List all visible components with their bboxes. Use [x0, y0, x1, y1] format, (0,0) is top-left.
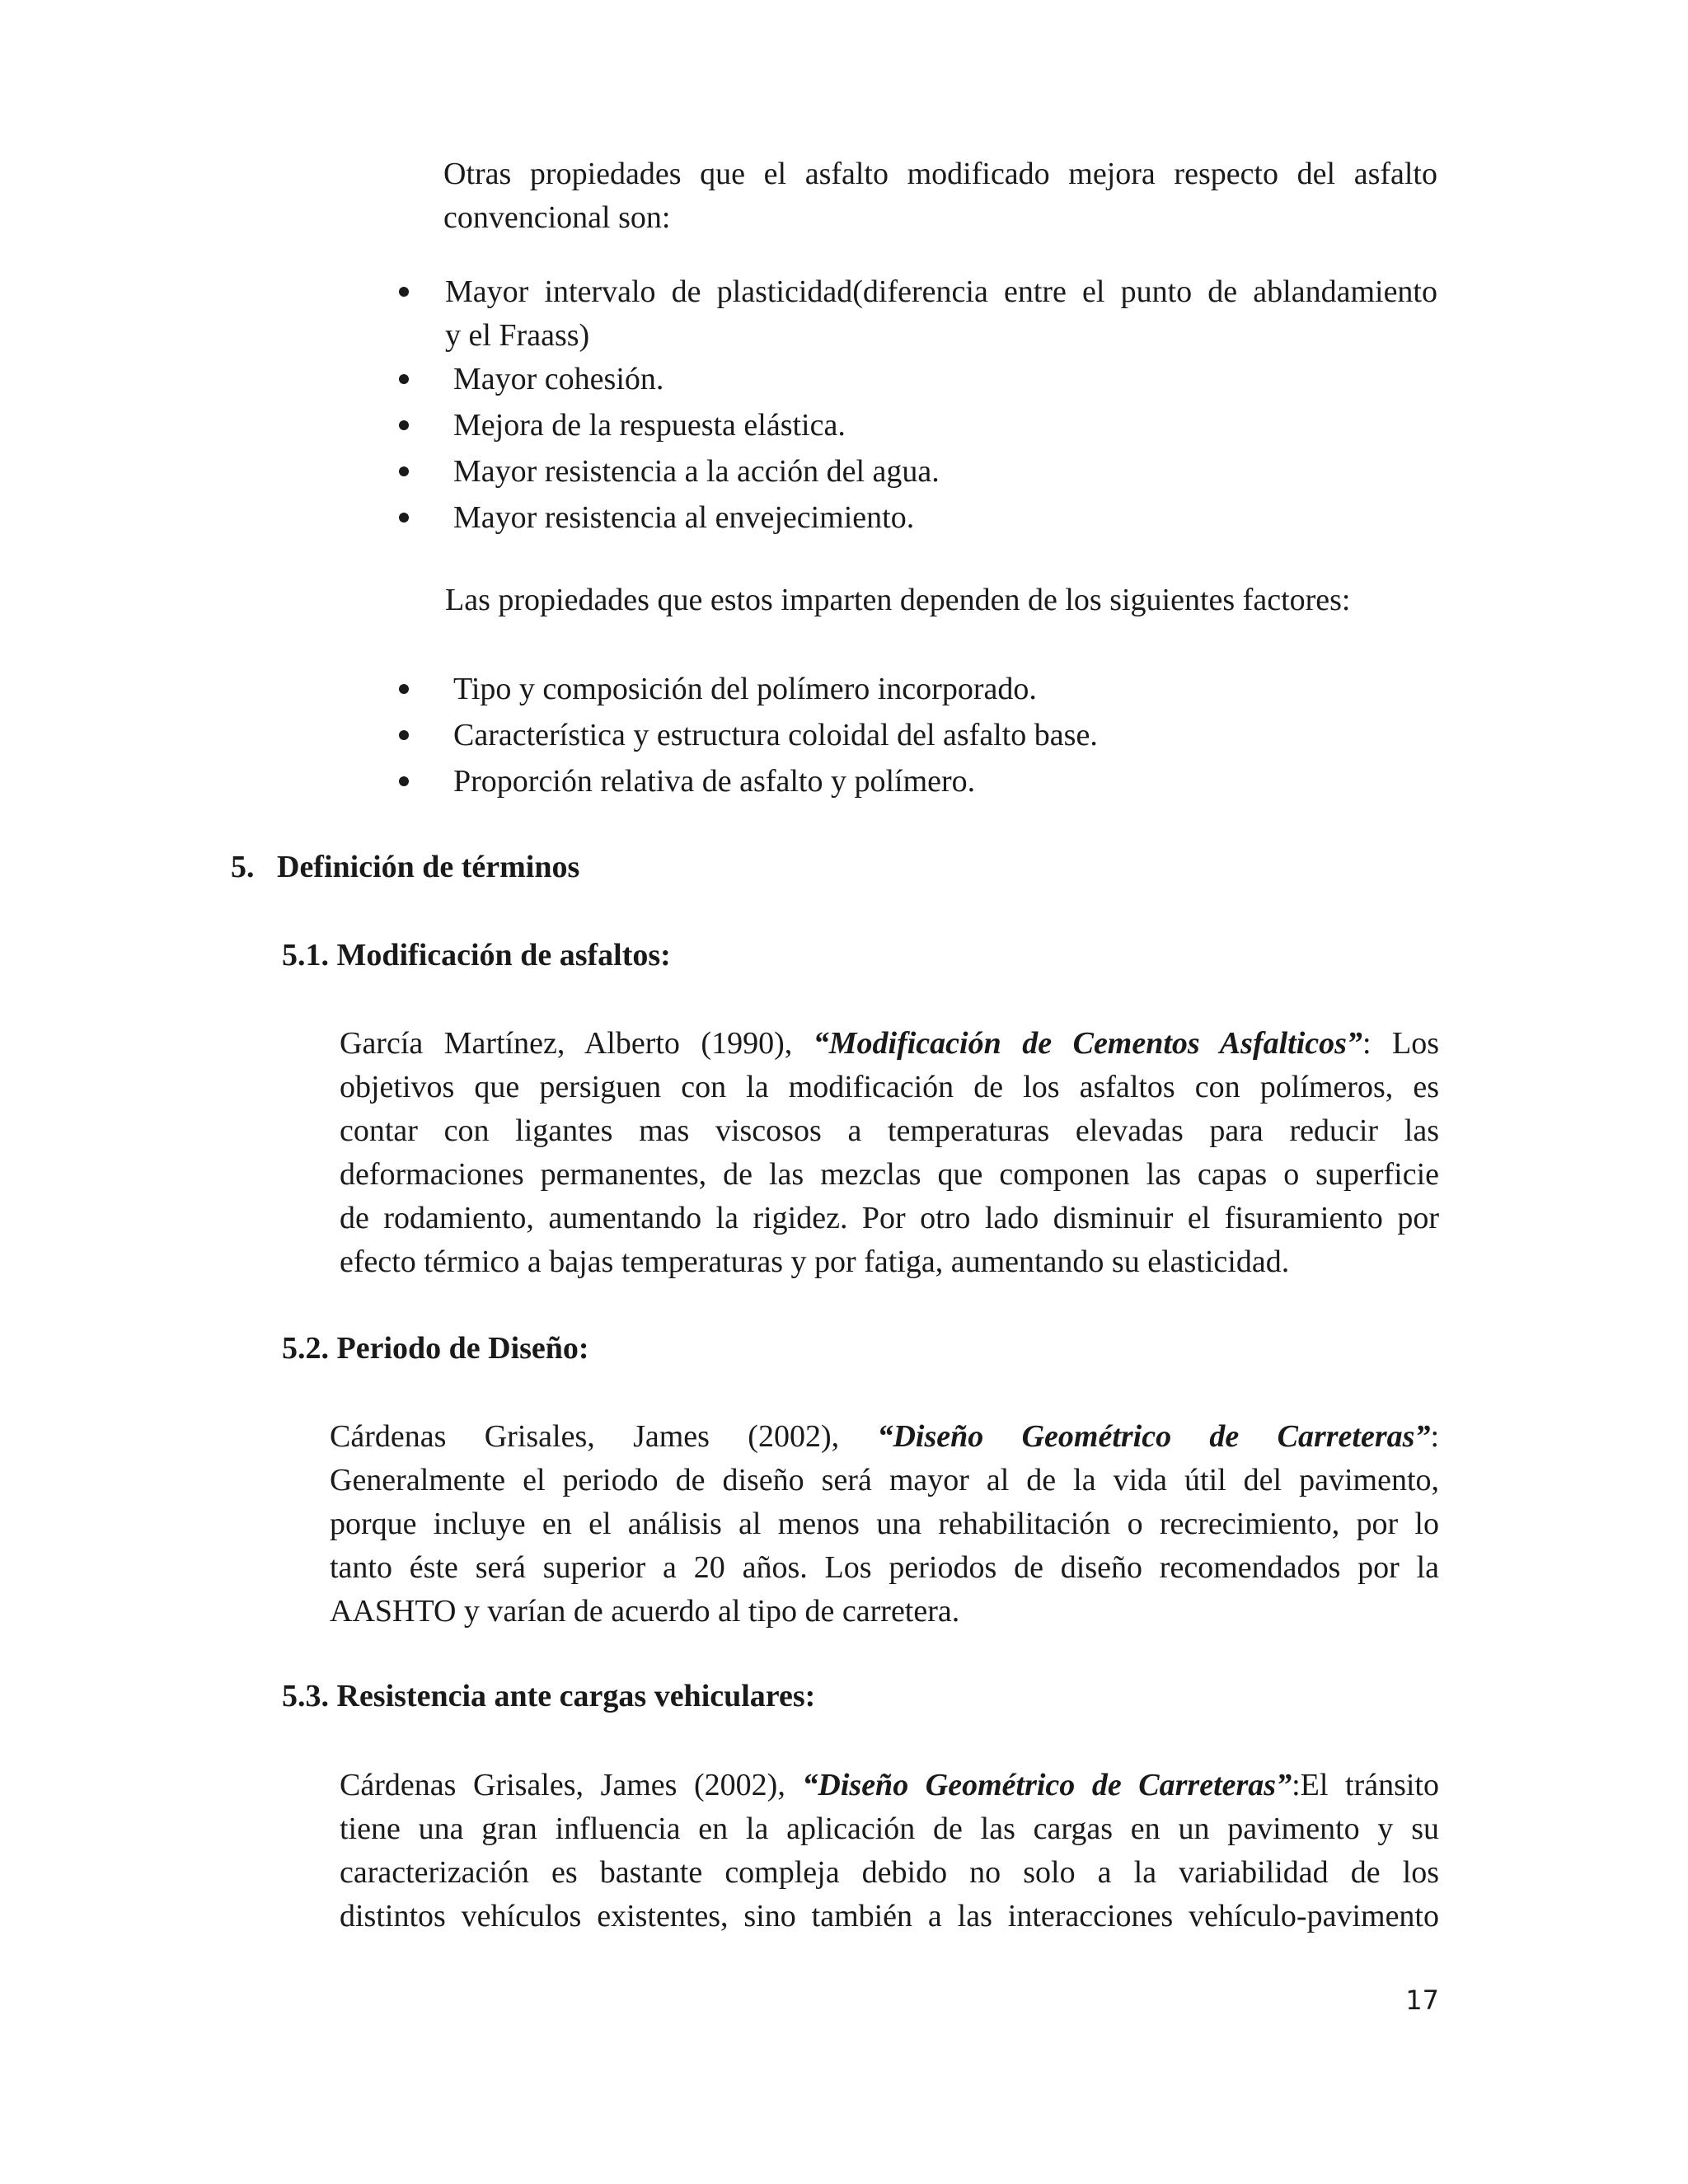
paragraph-line: AASHTO y varían de acuerdo al tipo de carretera. — [330, 1594, 960, 1629]
citation-title: “Diseño Geométrico de Carreteras” — [802, 1768, 1292, 1802]
list-item-text: Mayor resistencia a la acción del agua. — [453, 454, 940, 489]
list-item — [391, 269, 1437, 356]
paragraph-line: tanto éste será superior a 20 años. Los periodos de diseño recomendados por la — [330, 1550, 1439, 1585]
paragraph-line: caracterización es bastante compleja debido no solo a la variabilidad de los — [340, 1855, 1439, 1890]
paragraph-5-1 — [340, 1022, 1439, 1284]
paragraph-line: Generalmente el periodo de diseño será mayor al de la vida útil del pavimento, — [330, 1463, 1439, 1497]
bullet-icon — [399, 684, 409, 694]
intro-line-1: Otras propiedades que el asfalto modificado mejora respecto del asfalto — [443, 157, 1437, 191]
paragraph-5-3 — [340, 1764, 1439, 1938]
paragraph-line: de rodamiento, aumentando la rigidez. Por otro lado disminuir el fisuramiento por — [340, 1201, 1439, 1235]
list-item — [391, 402, 1437, 448]
bullet-icon — [399, 513, 409, 523]
intro-line-2: convencional son: — [443, 200, 671, 235]
paragraph-line: porque incluye en el análisis al menos una rehabilitación o recrecimiento, por lo — [330, 1507, 1439, 1541]
section-heading — [231, 846, 579, 889]
section-title: Definición de términos — [277, 850, 580, 884]
list-item-text: Mayor cohesión. — [453, 362, 664, 396]
list-item-text: Proporción relativa de asfalto y polímero. — [453, 764, 976, 799]
paragraph-line: distintos vehículos existentes, sino también a las interacciones vehículo-pavimento — [340, 1899, 1439, 1933]
paragraph-line: García Martínez, Alberto (1990), “Modificación de Cementos Asfalticos”: Los — [340, 1026, 1440, 1061]
bullet-icon — [399, 420, 409, 430]
paragraph-line: tiene una gran influencia en la aplicación de las cargas en un pavimento y su — [340, 1811, 1439, 1846]
paragraph-5-2 — [330, 1415, 1439, 1633]
paragraph-line: efecto térmico a bajas temperaturas y por fatiga, aumentando su elasticidad. — [340, 1244, 1290, 1279]
list-item — [391, 758, 1437, 804]
list-item — [391, 666, 1437, 712]
list-item-text: Mayor resistencia al envejecimiento. — [453, 500, 915, 535]
paragraph-line: objetivos que persiguen con la modificación de los asfaltos con polímeros, es — [340, 1070, 1439, 1104]
list-item-text: Mayor intervalo de plasticidad(diferencia entre el punto de ablandamiento — [445, 274, 1437, 309]
citation-title: “Modificación de Cementos Asfalticos” — [813, 1026, 1362, 1061]
list-item-text: y el Fraass) — [445, 318, 590, 353]
list-item-text: Característica y estructura coloidal del asfalto base. — [453, 718, 1098, 752]
list-item — [391, 712, 1437, 758]
list-item-text: Tipo y composición del polímero incorporado. — [453, 672, 1037, 706]
paragraph-line: Cárdenas Grisales, James (2002), “Diseño Geométrico de Carreteras”:El tránsito — [340, 1768, 1439, 1802]
bullet-icon — [399, 730, 409, 740]
factors-list — [391, 666, 1437, 804]
list-item — [391, 494, 1437, 541]
properties-list — [391, 269, 1437, 541]
paragraph-line: Cárdenas Grisales, James (2002), “Diseño Geométrico de Carreteras”: — [330, 1419, 1439, 1454]
intro-paragraph — [443, 152, 1437, 240]
paragraph-line: deformaciones permanentes, de las mezclas que componen las capas o superficie — [340, 1157, 1439, 1192]
bullet-icon — [399, 374, 409, 384]
citation-title: “Diseño Geométrico de Carreteras” — [877, 1419, 1431, 1454]
subsection-heading-5-1: 5.1. Modificación de asfaltos: — [282, 938, 671, 972]
subsection-heading-5-2: 5.2. Periodo de Diseño: — [282, 1331, 589, 1366]
subsection-heading-5-3: 5.3. Resistencia ante cargas vehiculares: — [282, 1679, 816, 1713]
list-item-text: Mejora de la respuesta elástica. — [453, 408, 846, 443]
section-number: 5. — [231, 850, 255, 884]
bullet-icon — [399, 776, 409, 786]
factors-intro: Las propiedades que estos imparten dependen de los siguientes factores: — [445, 583, 1351, 617]
page-number: 17 — [1405, 1985, 1439, 2016]
list-item — [391, 356, 1437, 402]
bullet-icon — [399, 287, 409, 297]
bullet-icon — [399, 466, 409, 476]
paragraph-line: contar con ligantes mas viscosos a temperaturas elevadas para reducir las — [340, 1113, 1439, 1148]
list-item — [391, 448, 1437, 494]
